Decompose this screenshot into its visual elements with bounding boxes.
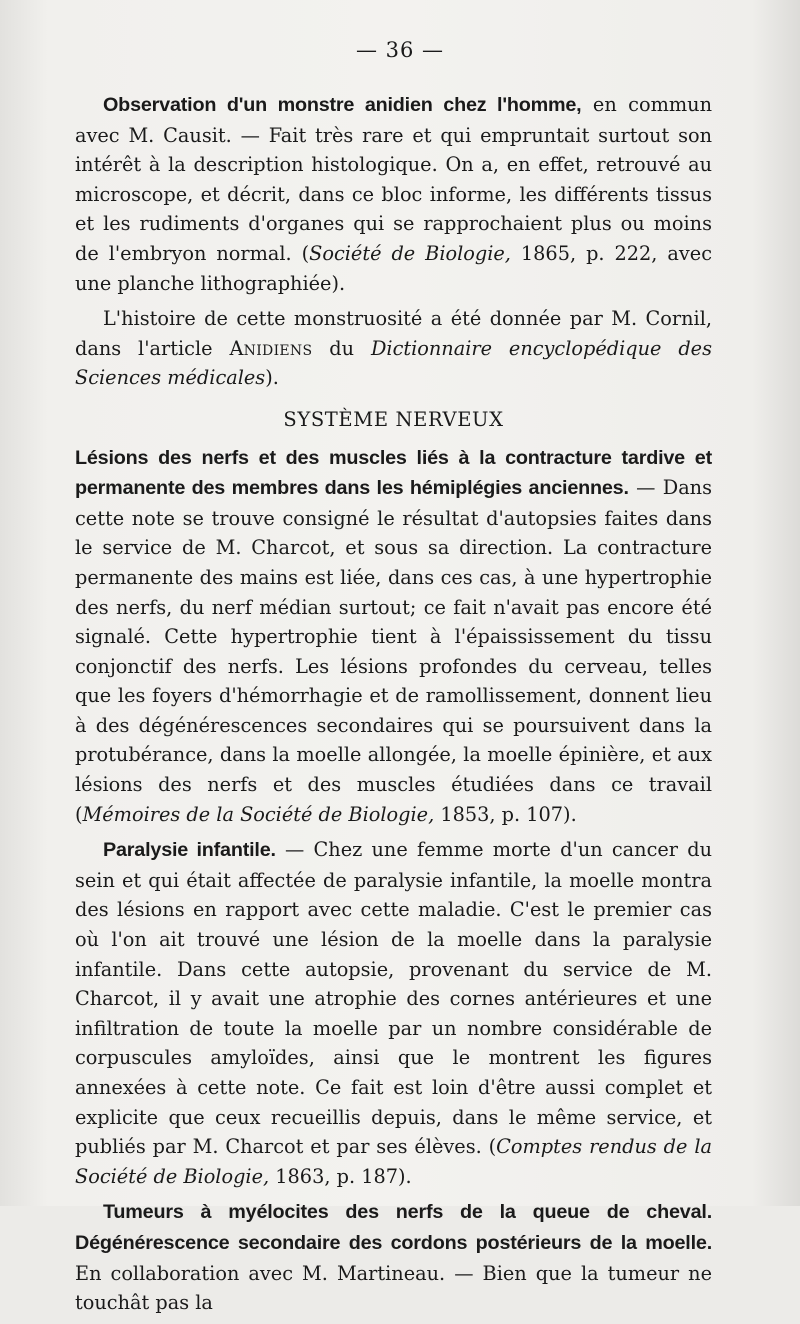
paragraph-text: ). <box>265 366 279 390</box>
citation: Mémoires de la Société de Biologie, <box>82 802 435 826</box>
citation: Société de Biologie, <box>309 241 511 265</box>
page-number: — 36 — <box>355 38 445 62</box>
citation: Comptes rendus de la Société de Biologie, <box>75 1135 712 1188</box>
paragraph-text: L'histoire de cette monstruosité a été donnée par M. Cornil, dans l'article <box>75 307 712 360</box>
paragraph-text: 1865, p. 222, avec une planche lithographiée). <box>75 241 712 295</box>
section-heading: SYSTÈME NERVEUX <box>283 407 504 431</box>
paragraph-tumeurs <box>75 1197 712 1317</box>
paragraph-paralysie <box>75 835 712 1191</box>
paragraph-text: En collaboration avec M. Martineau. — Bien que la tumeur ne touchât pas la <box>75 1261 712 1315</box>
paragraph-title: Lésions des nerfs et des muscles liés à la contracture tardive et permanente des membres dans les hémiplégies anciennes. <box>75 446 712 500</box>
paragraph-title: Tumeurs à myélocites des nerfs de la queue de cheval. Dégénérescence secondaire des cordons postérieurs de la moelle. <box>75 1201 712 1254</box>
paragraph-anidien <box>75 90 712 298</box>
page-body <box>75 90 712 1324</box>
paragraph-text: en commun avec M. Causit. — Fait très rare et qui empruntait surtout son intérêt à la description histologique. On a, en effet, retrouvé au microscope, et décrit, dans ce bloc informe, les différents tissus et les rudiments d'organes qui se rapprochaient plus ou moins de l'embryon normal. ( <box>75 93 712 265</box>
paragraph-lesions <box>75 443 712 830</box>
paragraph-text: — Chez une femme morte d'un cancer du sein et qui était affectée de paralysie infantile, la moelle montra des lésions en rapport avec cette maladie. C'est le premier cas où l'on ait trouvé une lésion de la moelle dans la paralysie infantile. Dans cette autopsie, provenant du service de M. Charcot, il y avait une atrophie des cornes antérieures et une infiltration de toute la moelle par un nombre considérable de corpuscules amyloïdes, ainsi que le montrent les figures annexées à cette note. Ce fait est loin d'être aussi complet et explicite que ceux recueillis depuis, dans le même service, et publiés par M. Charcot et par ses élèves. ( <box>75 838 713 1159</box>
paragraph-text: du <box>312 336 371 360</box>
citation: Dictionnaire encyclopédique des Sciences médicales <box>75 336 712 390</box>
small-caps-term: Anidiens <box>229 336 313 360</box>
paragraph-cornil <box>75 304 712 393</box>
paragraph-title: Paralysie infantile. <box>103 839 276 862</box>
paragraph-text: — Dans cette note se trouve consigné le résultat d'autopsies faites dans le service de M. Charcot, et sous sa direction. La contracture permanente des mains est liée, dans ces cas, à une hypertrophie des nerfs, du nerf médian surtout; ce fait n'avait pas encore été signalé. Cette hypertrophie tient à l'épaississement du tissu conjonctif des nerfs. Les lésions profondes du cerveau, telles que les foyers d'hémorrhagie et de ramollissement, donnent lieu à des dégénérescences secondaires qui se poursuivent dans la protubérance, dans la moelle allongée, la moelle épinière, et aux lésions des nerfs et des muscles étudiées dans ce travail ( <box>75 476 712 826</box>
paragraph-text: 1853, p. 107). <box>434 802 577 826</box>
paragraph-text: 1863, p. 187). <box>269 1164 412 1188</box>
paragraph-title: Observation d'un monstre anidien chez l'homme, <box>103 94 582 116</box>
